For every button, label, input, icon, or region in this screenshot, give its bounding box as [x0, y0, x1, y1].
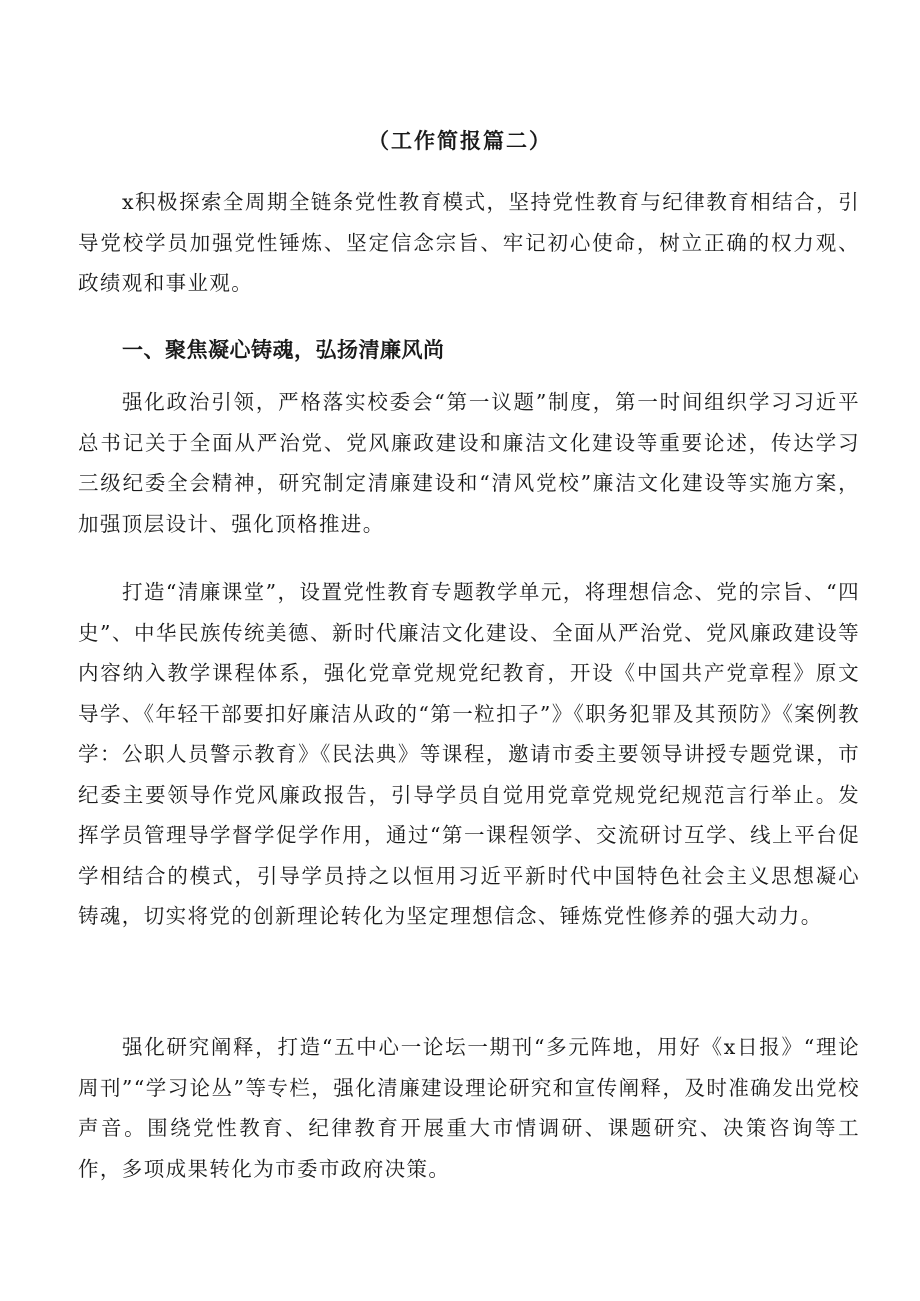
body-paragraph-2: 打造“清廉课堂”，设置党性教育专题教学单元，将理想信念、党的宗旨、“四史”、中华民族传统美德、新时代廉洁文化建设、全面从严治党、党风廉政建设等内容纳入教学课程体系，强化党章党规党纪教育，开设《中国共产党章程》原文导学、《年轻干部要扣好廉洁从政的“第一粒扣子”》《职务犯罪及其预防》《案例教学：公职人员警示教育》《民法典》等课程，邀请市委主要领导讲授专题党课，市纪委主要领导作党风廉政报告，引导学员自觉用党章党规党纪规范言行举止。发挥学员管理导学督学促学作用，通过“第一课程领学、交流研讨互学、线上平台促学相结合的模式，引导学员持之以恒用习近平新时代中国特色社会主义思想凝心铸魂，切实将党的创新理论转化为坚定理想信念、锤炼党性修养的强大动力。 — [78, 580, 860, 928]
section-heading: 一、聚焦凝心铸魂，弘扬清廉风尚 — [122, 338, 445, 362]
body-paragraph-3: 强化研究阐释，打造“五中心一论坛一期刊“多元阵地，用好《x日报》“理论周刊”“学习论丛”等专栏，强化清廉建设理论研究和宣传阐释，及时准确发出党校声音。围绕党性教育、纪律教育开展重大市情调研、课题研究、决策咨询等工作，多项成果转化为市委市政府决策。 — [78, 1035, 860, 1181]
body-paragraph-1: 强化政治引领，严格落实校委会“第一议题”制度，第一时间组织学习习近平总书记关于全面从严治党、党风廉政建设和廉洁文化建设等重要论述，传达学习三级纪委全会精神，研究制定清廉建设和“清风党校”廉洁文化建设等实施方案，加强顶层设计、强化顶格推进。 — [78, 390, 860, 536]
document-title: （工作简报篇二） — [368, 129, 552, 153]
intro-paragraph: x积极探索全周期全链条党性教育模式，坚持党性教育与纪律教育相结合，引导党校学员加强党性锤炼、坚定信念宗旨、牢记初心使命，树立正确的权力观、政绩观和事业观。 — [78, 190, 860, 295]
